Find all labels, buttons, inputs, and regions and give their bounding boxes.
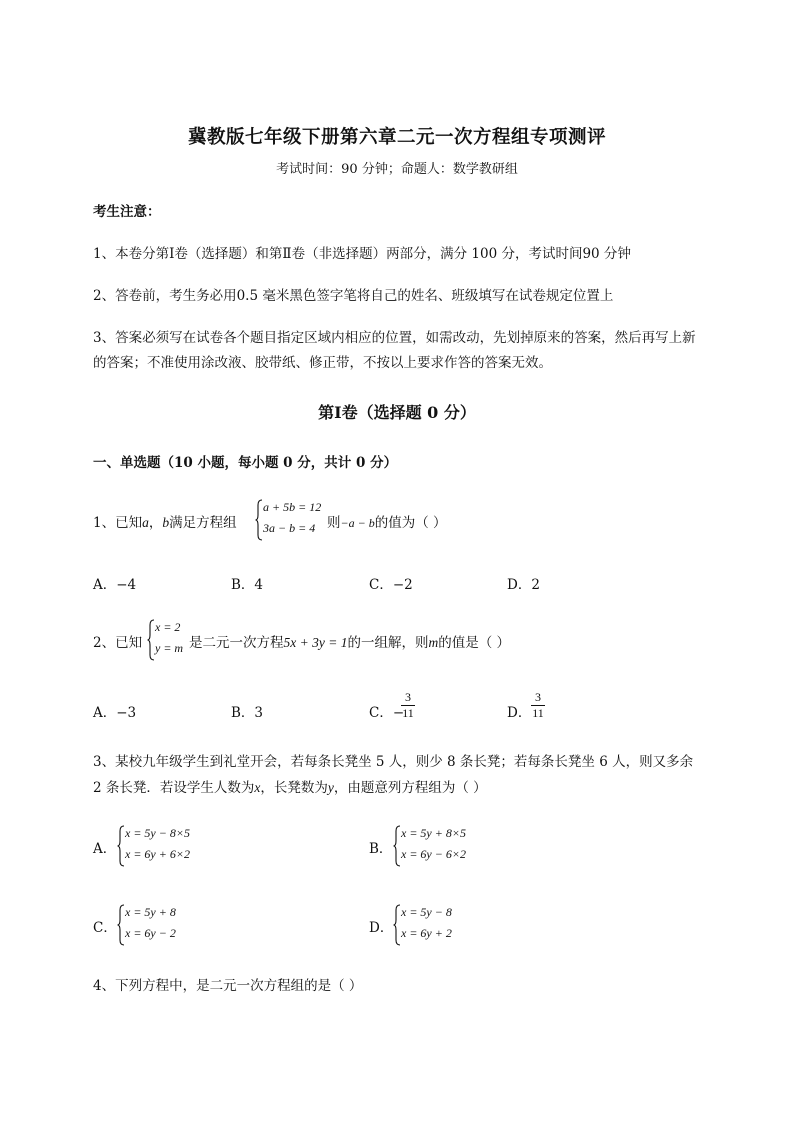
q3-line-2a: 2 条长凳．若设学生人数为 bbox=[93, 780, 255, 796]
equation-1: x = 5y + 8×5 bbox=[401, 826, 466, 840]
q1-option-b[interactable]: B．4 bbox=[231, 577, 264, 593]
q2-option-c-fraction bbox=[401, 690, 415, 721]
q3-line-2c: ，由题意列方程组为（ ） bbox=[333, 780, 487, 796]
q2-equation: 5x + 3y = 1 bbox=[283, 635, 348, 650]
option-label: A． bbox=[93, 841, 117, 857]
equation-2: x = 6y − 6×2 bbox=[401, 847, 466, 861]
q2-eq-1: x = 2 bbox=[155, 620, 181, 634]
q2-mid: 是二元一次方程 bbox=[189, 635, 284, 651]
q1-then: 则 bbox=[327, 515, 341, 531]
q2-option-d-fraction bbox=[531, 690, 545, 721]
q1-mid: 满足方程组 bbox=[169, 515, 237, 531]
part-heading: 一、单选题（10 小题，每小题 0 分，共计 0 分） bbox=[93, 455, 398, 471]
q2-prefix: 2、已知 bbox=[93, 635, 143, 651]
brace-icon bbox=[255, 499, 263, 541]
q1-prefix: 1、已知 bbox=[93, 515, 143, 531]
notice-item-2: 2、答卷前，考生务必用0.5 毫米黑色签字笔将自己的姓名、班级填写在试卷规定位置上 bbox=[93, 288, 614, 304]
q1-eq-2: 3a − b = 4 bbox=[263, 521, 316, 535]
q3-var-x: x bbox=[254, 780, 261, 795]
q3-line-2b: ，长凳数为 bbox=[260, 780, 328, 796]
brace-icon bbox=[117, 904, 125, 946]
q2-mid2: 的一组解，则 bbox=[347, 635, 429, 651]
equation-2: x = 6y + 6×2 bbox=[125, 847, 190, 861]
notice-item-1: 1、本卷分第Ⅰ卷（选择题）和第Ⅱ卷（非选择题）两部分，满分 100 分，考试时间90 分钟 bbox=[93, 246, 631, 262]
q2-option-c-label: C．− bbox=[369, 705, 405, 721]
q1-eq-1: a + 5b = 12 bbox=[263, 500, 322, 514]
fraction-numerator: 3 bbox=[405, 690, 411, 704]
fraction-numerator: 3 bbox=[535, 690, 541, 704]
equation-2: x = 6y − 2 bbox=[125, 926, 176, 940]
option-label: D． bbox=[369, 920, 394, 936]
page-title: 冀教版七年级下册第六章二元一次方程组专项测评 bbox=[187, 127, 606, 148]
equation-2: x = 6y + 2 bbox=[401, 926, 452, 940]
q3-var-y: y bbox=[327, 780, 334, 795]
q2-eq-2: y = m bbox=[155, 641, 184, 655]
exam-info: 考试时间：90 分钟；命题人：数学教研组 bbox=[276, 162, 518, 177]
notice-item-3-cont: 的答案；不准使用涂改液、胶带纸、修正带，不按以上要求作答的答案无效。 bbox=[93, 355, 552, 371]
q2-var-m: m bbox=[428, 635, 439, 650]
notice-item-3: 3、答案必须写在试卷各个题目指定区域内相应的位置，如需改动，先划掉原来的答案，然后再写上新 bbox=[93, 330, 696, 346]
question-4: 4、下列方程中，是二元一次方程组的是（ ） bbox=[93, 978, 363, 994]
equation-1: x = 5y − 8×5 bbox=[125, 826, 190, 840]
q1-var-b: b bbox=[162, 515, 170, 530]
q2-option-d-label: D． bbox=[507, 705, 532, 721]
q2-option-b[interactable]: B．3 bbox=[231, 705, 264, 721]
q1-var-a: a bbox=[142, 515, 149, 530]
q1-sep: ， bbox=[148, 515, 163, 531]
option-label: C． bbox=[93, 920, 117, 936]
q1-option-a[interactable]: A．−4 bbox=[93, 577, 137, 593]
q1-option-c[interactable]: C．−2 bbox=[369, 577, 413, 593]
brace-icon bbox=[393, 904, 401, 946]
q1-option-d[interactable]: D．2 bbox=[507, 577, 540, 593]
option-label: B． bbox=[369, 841, 393, 857]
q2-suffix: 的值是（ ） bbox=[438, 635, 511, 651]
fraction-denominator: 11 bbox=[532, 706, 544, 720]
q2-option-a[interactable]: A．−3 bbox=[93, 705, 137, 721]
equation-1: x = 5y + 8 bbox=[125, 905, 176, 919]
brace-icon bbox=[117, 825, 125, 867]
q3-line-1: 3、某校九年级学生到礼堂开会，若每条长凳坐 5 人，则少 8 条长凳；若每条长凳坐 6 人，则又多余 bbox=[93, 754, 694, 770]
notice-heading: 考生注意： bbox=[93, 204, 161, 220]
equation-1: x = 5y − 8 bbox=[401, 905, 452, 919]
brace-icon bbox=[393, 825, 401, 867]
q1-expression: −a − b bbox=[340, 516, 375, 530]
section-title: 第Ⅰ卷（选择题 0 分） bbox=[318, 403, 476, 422]
q1-suffix: 的值为（ ） bbox=[374, 515, 447, 531]
fraction-denominator: 11 bbox=[402, 706, 414, 720]
brace-icon bbox=[147, 619, 155, 661]
